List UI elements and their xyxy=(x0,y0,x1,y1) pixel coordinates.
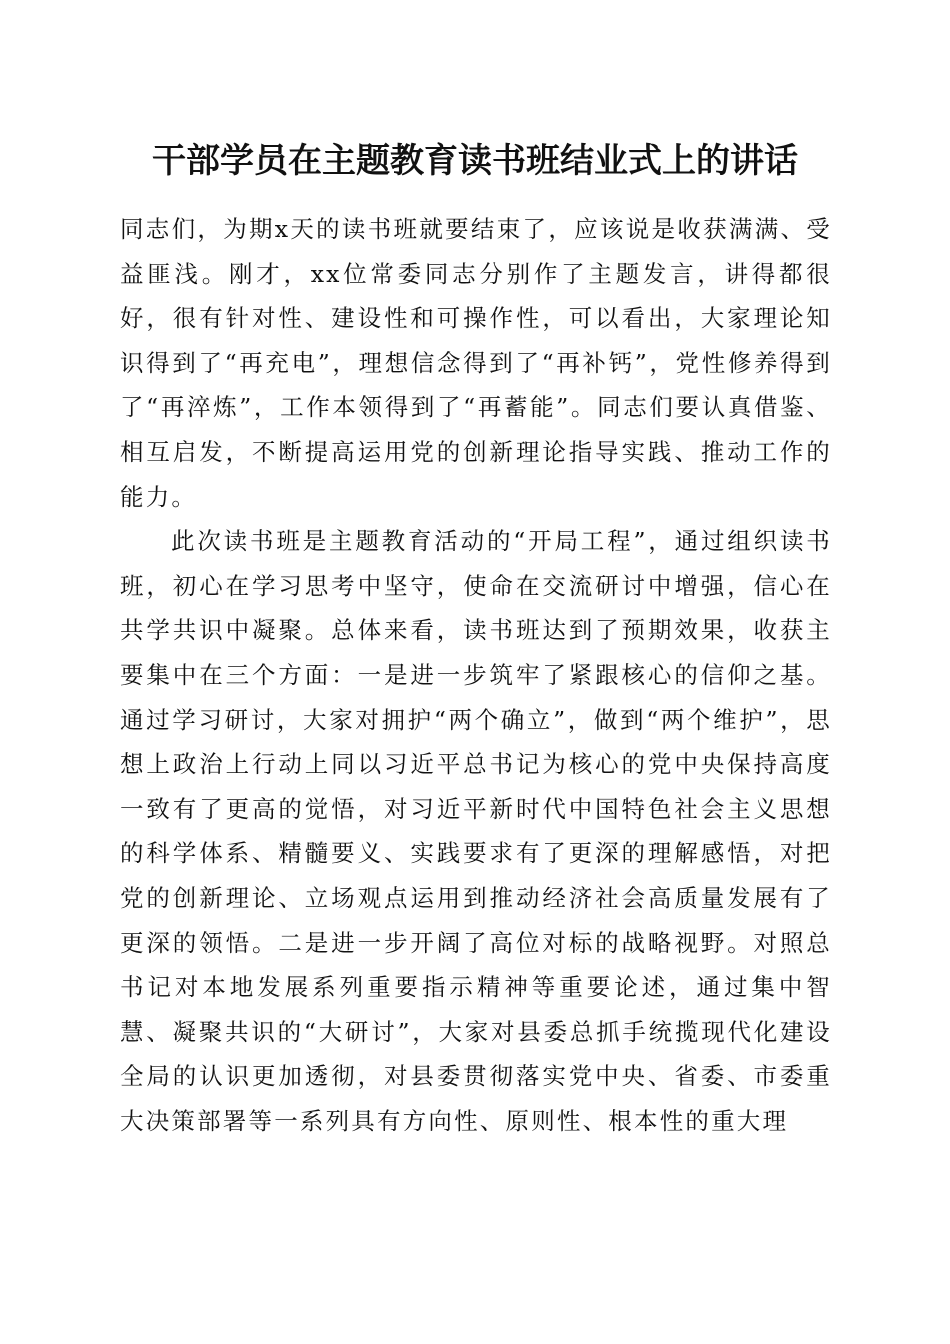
document-body xyxy=(120,207,832,1143)
document-title: 干部学员在主题教育读书班结业式上的讲话 xyxy=(152,141,798,181)
paragraph-summary: 此次读书班是主题教育活动的“开局工程”，通过组织读书班，初心在学习思考中坚守，使命在交流研讨中增强，信心在共学共识中凝聚。总体来看，读书班达到了预期效果，收获主要集中在三个方面：一是进一步筑牢了紧跟核心的信仰之基。通过学习研讨，大家对拥护“两个确立”，做到“两个维护”，思想上政治上行动上同以习近平总书记为核心的党中央保持高度一致有了更高的觉悟，对习近平新时代中国特色社会主义思想的科学体系、精髓要义、实践要求有了更深的理解感悟，对把党的创新理论、立场观点运用到推动经济社会高质量发展有了更深的领悟。二是进一步开阔了高位对标的战略视野。对照总书记对本地发展系列重要指示精神等重要论述，通过集中智慧、凝聚共识的“大研讨”，大家对县委总抓手统揽现代化建设全局的认识更加透彻，对县委贯彻落实党中央、省委、市委重大决策部署等一系列具有方向性、原则性、根本性的重大理 xyxy=(120,527,832,1135)
paragraph-opening: 同志们，为期x天的读书班就要结束了，应该说是收获满满、受益匪浅。刚才，xx位常委同志分别作了主题发言，讲得都很好，很有针对性、建设性和可操作性，可以看出，大家理论知识得到了“再充电”，理想信念得到了“再补钙”，党性修养得到了“再淬炼”，工作本领得到了“再蓄能”。同志们要认真借鉴、相互启发，不断提高运用党的创新理论指导实践、推动工作的能力。 xyxy=(120,215,832,511)
